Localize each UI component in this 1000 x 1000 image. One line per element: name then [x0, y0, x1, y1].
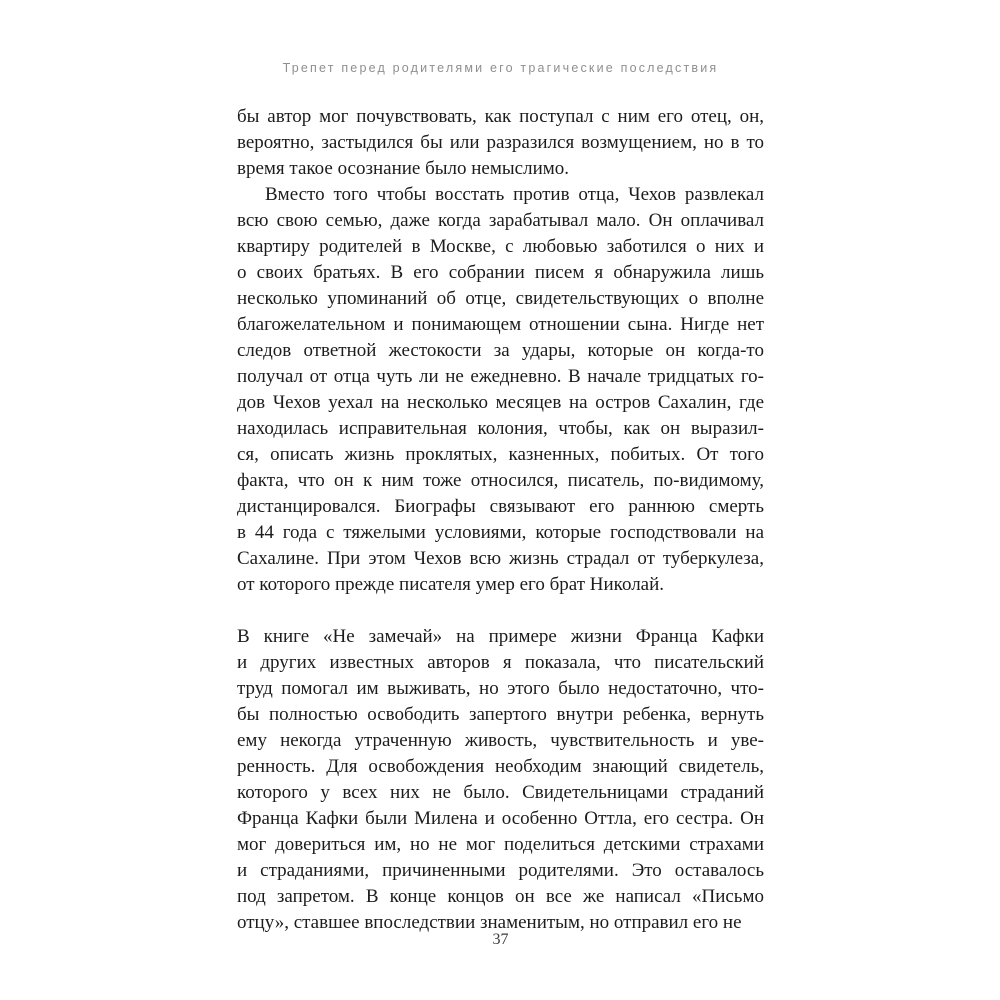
text-line: от которого прежде писателя умер его брат Николай. [237, 574, 665, 595]
running-header: Трепет перед родителями его трагические последствия [282, 61, 719, 75]
text-line: ему некогда утраченную живость, чувствительность и уве- [237, 730, 764, 751]
text-line: получал от отца чуть ли не ежедневно. В начале тридцатых го- [237, 366, 764, 387]
text-line: Сахалине. При этом Чехов всю жизнь страдал от туберкулеза, [237, 548, 764, 569]
text-line: время такое осознание было немыслимо. [237, 158, 570, 179]
text-line: всю свою семью, даже когда зарабатывал мало. Он оплачивал [237, 210, 764, 231]
text-line: бы полностью освободить запертого внутри ребенка, вернуть [237, 704, 764, 725]
text-line: вероятно, застыдился бы или разразился возмущением, но в то [237, 132, 764, 153]
text-line: в 44 года с тяжелыми условиями, которые господствовали на [237, 522, 764, 543]
text-line: квартиру родителей в Москве, с любовью заботился о них и [237, 236, 764, 257]
text-line: мог довериться им, но не мог поделиться детскими страхами [237, 834, 764, 855]
text-line: следов ответной жестокости за удары, которые он когда-то [237, 340, 764, 361]
paragraph [237, 624, 764, 936]
text-line: которого у всех них не было. Свидетельницами страданий [237, 782, 764, 803]
body-text [237, 104, 764, 936]
text-line: и страданиями, причиненными родителями. Это оставалось [237, 860, 764, 881]
text-line: отцу», ставшее впоследствии знаменитым, но отправил его не [237, 912, 742, 933]
text-line: факта, что он к ним тоже относился, писатель, по-видимому, [237, 470, 764, 491]
text-line: ся, описать жизнь проклятых, казненных, побитых. От того [237, 444, 764, 465]
text-line: труд помогал им выживать, но этого было недостаточно, что- [237, 678, 764, 699]
text-line: Вместо того чтобы восстать против отца, Чехов развлекал [265, 184, 764, 205]
paragraph [237, 104, 764, 182]
text-line: несколько упоминаний об отце, свидетельствующих о вполне [237, 288, 764, 309]
page-number: 37 [492, 931, 509, 948]
text-line: дистанцировался. Биографы связывают его раннюю смерть [237, 496, 764, 517]
text-line: бы автор мог почувствовать, как поступал с ним его отец, он, [237, 106, 764, 127]
text-line: В книге «Не замечай» на примере жизни Франца Кафки [237, 626, 764, 647]
text-line: ренность. Для освобождения необходим знающий свидетель, [237, 756, 764, 777]
text-line: Франца Кафки были Милена и особенно Оттла, его сестра. Он [237, 808, 764, 829]
text-line: благожелательном и понимающем отношении сына. Нигде нет [237, 314, 764, 335]
text-line: дов Чехов уехал на несколько месяцев на остров Сахалин, где [237, 392, 764, 413]
text-line: под запретом. В конце концов он все же написал «Письмо [237, 886, 764, 907]
text-line: находилась исправительная колония, чтобы, как он выразил- [237, 418, 764, 439]
text-line: о своих братьях. В его собрании писем я обнаружила лишь [237, 262, 764, 283]
paragraph [237, 182, 764, 598]
text-line: и других известных авторов я показала, что писательский [237, 652, 764, 673]
